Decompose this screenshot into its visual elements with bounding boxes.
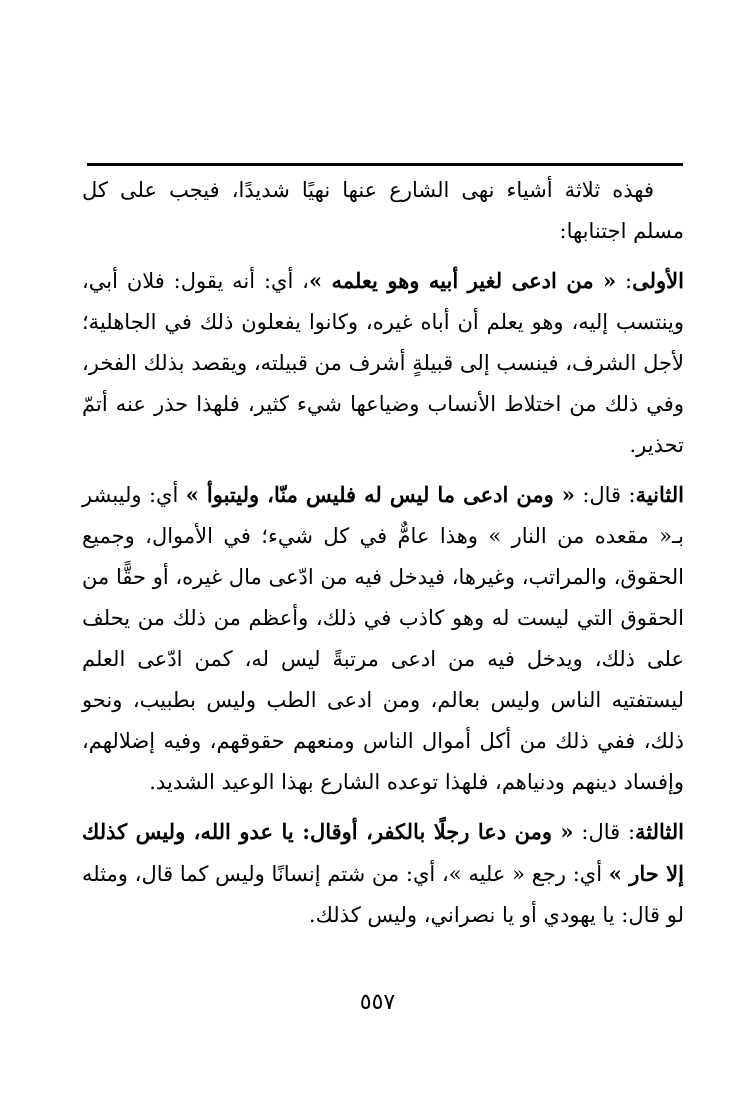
third-point-separator: : قال:	[573, 820, 636, 844]
first-point-text: ، أي: أنه يقول: فلان أبي، وينتسب إليه، وهو يعلم أن أباه غيره، وكانوا يفعلون ذلك في الجاهلية؛ لأجل الشرف، فينسب إلى قبيلةٍ أشرف من قبيلته، ويقصد بذلك الفخر، وفي ذلك من اختلاط الأنساب وضياعها شيء كثير، فلهذا حذر عنه أتمّ تحذير.	[82, 269, 684, 457]
intro-text: فهذه ثلاثة أشياء نهى الشارع عنها نهيًا شديدًا، فيجب على كل مسلم اجتنابها:	[82, 178, 684, 243]
intro-paragraph	[82, 170, 684, 252]
first-point-paragraph	[82, 260, 684, 466]
page-body	[82, 170, 684, 944]
page-number: ٥٥٧	[359, 990, 396, 1015]
second-point-separator: : قال:	[574, 483, 636, 507]
second-point-hadith: « ومن ادعى ما ليس له فليس منّا، وليتبوأ »	[185, 482, 575, 507]
third-point-hadith: « ومن دعا رجلًا بالكفر، أوقال: يا عدو الله، وليس كذلك إلا حار »	[82, 819, 684, 886]
second-point-paragraph	[82, 474, 684, 803]
first-point-separator: :	[616, 269, 633, 293]
first-point-heading: الأولى	[632, 268, 684, 293]
third-point-text: أي: رجع « عليه »، أي: من شتم إنسانًا وليس كما قال، ومثله لو قال: يا يهودي أو يا نصراني، وليس كذلك.	[82, 862, 684, 927]
third-point-heading: الثالثة	[635, 819, 684, 844]
header-rule	[87, 163, 683, 166]
third-point-paragraph	[82, 811, 684, 936]
second-point-heading: الثانية	[635, 482, 684, 507]
first-point-hadith: « من ادعى لغير أبيه وهو يعلمه »	[308, 268, 617, 293]
second-point-text: أي: وليبشر بـ« مقعده من النار » وهذا عامٌّ في كل شيء؛ في الأموال، وجميع الحقوق، والمراتب، وغيرها، فيدخل فيه من ادّعى مال غيره، أو حقًّا من الحقوق التي ليست له وهو كاذب في ذلك، وأعظم من ذلك من يحلف على ذلك، ويدخل فيه من ادعى مرتبةً ليس له، كمن ادّعى العلم ليستفتيه الناس وليس بعالم، ومن ادعى الطب وليس بطبيب، ونحو ذلك، ففي ذلك من أكل أموال الناس ومنعهم حقوقهم، وفيه إضلالهم، وإفساد دينهم ودنياهم، فلهذا توعده الشارع بهذا الوعيد الشديد.	[82, 483, 684, 794]
